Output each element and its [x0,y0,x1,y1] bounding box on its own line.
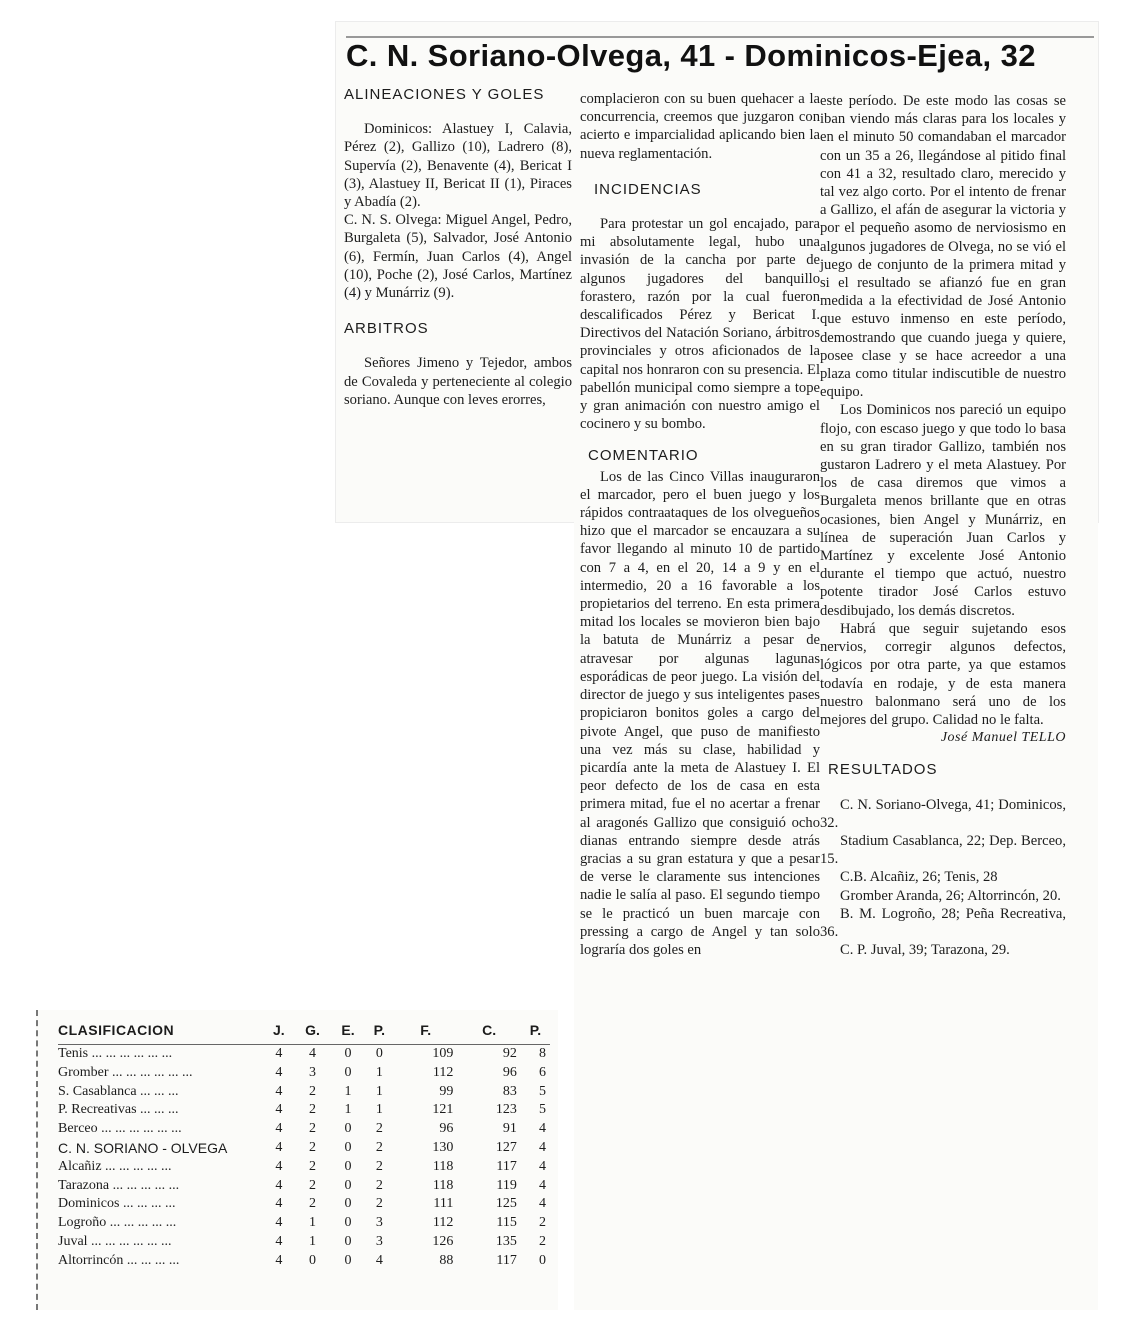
cell-team-name: Berceo ... ... ... ... ... ... [58,1121,182,1137]
cell-points: 4 [539,1177,546,1193]
cell-points: 2 [539,1215,546,1231]
cell-lost: 1 [375,1102,383,1118]
cell-played: 4 [275,1158,283,1174]
cell-lost: 2 [375,1121,383,1137]
cell-team-name: Dominicos ... ... ... ... [58,1196,176,1212]
cell-won: 2 [308,1196,316,1212]
cell-won: 2 [308,1083,316,1099]
standings-row [58,1158,550,1177]
cell-lost: 2 [375,1158,383,1174]
header-goals-for: F. [420,1022,432,1038]
cell-team-name: Altorrincón ... ... ... ... [58,1252,180,1268]
cell-lost: 4 [375,1252,383,1268]
cell-won: 2 [308,1102,316,1118]
comment-text: Los de las Cinco Villas inauguraron el marcador, pero el buen juego y los rápidos contraataques de los olvegueños hizo que el marcador se encauzara a su favor llegando al minuto 10 de partido con 7 a 4, en el 20, 14 a 9 y en el intermedio, 20 a 16 favorable a los propietarios del terreno. En esta primera mitad los locales se movieron bien bajo la batuta de Munárriz a pesar de atravesar por algunas lagunas esporádicas de peor juego. La visión del director de juego y sus inteligentes pases propiciaron bonitos goles a cargo del pivote Angel, que puso de manifiesto una vez más su clase, habilidad y picardía ante la meta de Alastuey I. El peor defecto de los de casa en esta primera mitad, fue el no acertar a frenar al aragonés Gallizo que consiguió ocho dianas entrando siempre desde atrás gracias a su gran estatura y que a pesar de verse le claramente sus intenciones nadie le salía al paso. El segundo tiempo se le practicó un buen marcaje con pressing a cargo de Angel y tan solo lograría dos goles en [580,468,820,958]
cell-played: 4 [275,1252,283,1268]
cell-goals-against: 91 [502,1121,517,1137]
cell-points: 5 [539,1102,546,1118]
cell-goals-for: 130 [432,1139,454,1155]
heading-results: RESULTADOS [828,761,938,779]
cell-goals-for: 118 [432,1177,454,1193]
lineup-dominicos: Dominicos: Alastuey I, Calavia, Pérez (2), Gallizo (10), Ladrero (8), Supervía (2), Benavente (4), Bericat I (3), Alastuey II, Bericat II (1), Piraces y Abadía (2). [344,121,572,211]
comment-closing: Habrá que seguir sujetando esos nervios, corregir algunos defectos, lógicos por otra parte, ya que estamos todavía en rodaje, y de esta manera nuestro balonmano será uno de los mejores del grupo. Calidad no le falta. [820,620,1066,728]
cell-won: 2 [308,1158,316,1174]
cell-lost: 3 [375,1215,383,1231]
cell-team-name: Tenis ... ... ... ... ... ... [58,1046,173,1061]
headline: C. N. Soriano-Olvega, 41 - Dominicos-Ejea, 32 [346,38,1036,73]
cell-goals-for: 112 [432,1064,454,1080]
cell-team-name: Alcañiz ... ... ... ... ... [58,1158,172,1174]
result-item: Gromber Aranda, 26; Altorrincón, 20. [840,887,1061,904]
cell-played: 4 [275,1046,283,1061]
author-signature: José Manuel TELLO [940,730,1066,746]
result-item: C.B. Alcañiz, 26; Tenis, 28 [840,869,998,886]
cell-points: 8 [539,1046,546,1061]
cell-points: 5 [539,1083,546,1099]
results-list [820,796,1066,960]
cell-goals-against: 115 [496,1215,517,1231]
cell-goals-against: 117 [496,1158,517,1174]
cell-goals-for: 118 [432,1158,454,1174]
cell-drawn: 0 [344,1139,352,1155]
cell-won: 2 [308,1177,316,1193]
cell-goals-against: 127 [495,1139,517,1155]
cell-team-name: Gromber ... ... ... ... ... ... [58,1064,193,1080]
cell-goals-against: 135 [495,1233,517,1249]
cell-played: 4 [275,1083,283,1099]
cell-drawn: 0 [344,1215,352,1231]
cell-won: 2 [308,1139,316,1155]
column-lineups [344,86,572,409]
cell-lost: 2 [375,1196,383,1212]
comment-dominicos: Los Dominicos nos pareció un equipo flojo, con escaso juego y que todo lo basa en su gran tirador Gallizo, también nos gustaron Ladrero y el meta Alastuey. Por los de casa diremos que vimos a Burgaleta menos brillante que en otras ocasiones, bien Angel y Munárriz, en línea de superación Juan Carlos y Martínez y excelente José Antonio durante el tiempo que actuó, nuestro potente tirador José Carlos estuvo desdibujado, los demás discretos. [820,402,1066,619]
standings-row [58,1083,550,1102]
cell-played: 4 [275,1064,283,1080]
cell-goals-against: 92 [502,1046,517,1061]
cell-team-name: Tarazona ... ... ... ... ... [58,1177,180,1193]
cell-points: 4 [539,1158,546,1174]
cell-drawn: 1 [344,1083,352,1099]
cell-played: 4 [275,1102,283,1118]
cell-lost: 1 [375,1083,383,1099]
result-item: C. N. Soriano-Olvega, 41; Dominicos, 32. [820,796,1066,831]
cell-goals-against: 117 [496,1252,517,1268]
cell-team-name: C. N. SORIANO - OLVEGA [58,1139,228,1156]
cell-drawn: 0 [344,1121,352,1137]
cell-team-name: S. Casablanca ... ... ... [58,1083,179,1099]
cell-drawn: 0 [344,1252,352,1268]
standings-row [58,1101,550,1120]
standings-table [58,1022,550,1271]
cell-won: 4 [308,1046,316,1061]
cell-lost: 1 [375,1064,383,1080]
comment-continuation: este período. De este modo las cosas se iban viendo más claras para los locales y en el minuto 50 comandaban el marcador con un 35 a 26, llegándose al pitido final con 41 a 32, resultado claro, merecido y tal vez algo corto. Por el intento de frenar a Gallizo, el afán de asegurar la victoria y por el pequeño asomo de nerviosismo en algunos jugadores de Olvega, no se vió el juego de conjunto de la primera mitad y si el resultado se afianzó fue en gran medida a la efectividad de José Antonio que estuvo inmenso en este período, demostrando que cuando juega y quiere, posee clase y se hace acreedor a una plaza como titular indiscutible de nuestro equipo. [820,93,1066,401]
standings-row [58,1195,550,1214]
header-goals-against: C. [482,1022,497,1038]
cell-won: 1 [308,1233,316,1249]
heading-comment: COMENTARIO [588,447,699,465]
cell-goals-against: 83 [502,1083,517,1099]
cell-goals-for: 99 [439,1083,454,1099]
cell-played: 4 [275,1196,283,1212]
cell-goals-for: 126 [432,1233,454,1249]
cell-points: 4 [539,1121,546,1137]
standings-row [58,1045,550,1064]
cell-played: 4 [275,1233,283,1249]
standings-body [58,1045,550,1271]
cell-drawn: 0 [344,1196,352,1212]
cell-goals-against: 96 [502,1064,517,1080]
cell-drawn: 0 [344,1233,352,1249]
cell-points: 6 [539,1064,546,1080]
lineup-olvega: C. N. S. Olvega: Miguel Angel, Pedro, Burgaleta (5), Salvador, José Antonio (6), Fermín, Juan Carlos (4), Angel (10), Poche (2), José Carlos, Martínez (4) y Munárriz (9). [344,212,572,302]
cell-drawn: 1 [344,1102,352,1118]
standings-row [58,1214,550,1233]
cell-lost: 3 [375,1233,383,1249]
cell-points: 4 [539,1139,546,1155]
referees-text: Señores Jimeno y Tejedor, ambos de Covaleda y perteneciente al colegio soriano. Aunque con leves erorres, [344,355,572,408]
result-item: Stadium Casablanca, 22; Dep. Berceo, 15. [820,832,1066,868]
header-drawn: E. [341,1022,355,1038]
referees-continuation: complacieron con su buen quehacer a la concurrencia, creemos que juzgaron con acierto e imparcialidad aplicando bien la nueva reglamentación. [580,91,820,162]
header-played: J. [273,1022,285,1038]
cell-goals-for: 121 [432,1102,454,1118]
cell-played: 4 [275,1121,283,1137]
cell-drawn: 0 [344,1158,352,1174]
column-comment-results [820,92,1066,959]
standings-header-row [58,1022,550,1045]
cell-won: 2 [308,1121,316,1137]
cell-goals-for: 96 [439,1121,454,1137]
column-incidents-comment [580,90,820,959]
result-item: C. P. Juval, 39; Tarazona, 29. [840,942,1010,959]
header-lost: P. [373,1022,386,1038]
cell-points: 0 [539,1252,546,1268]
cell-goals-for: 111 [433,1196,454,1212]
cell-lost: 2 [375,1139,383,1155]
cell-drawn: 0 [344,1046,352,1061]
heading-lineups: ALINEACIONES Y GOLES [344,86,545,103]
result-item: B. M. Logroño, 28; Peña Recreativa, 36. [820,905,1066,940]
cell-played: 4 [275,1177,283,1193]
header-won: G. [305,1022,320,1038]
standings-title: CLASIFICACION [58,1022,175,1038]
cell-goals-for: 112 [432,1215,454,1231]
cell-team-name: P. Recreativas ... ... ... [58,1102,179,1118]
cell-won: 3 [308,1064,316,1080]
cell-lost: 2 [375,1177,383,1193]
header-points: P. [529,1022,542,1038]
cell-team-name: Logroño ... ... ... ... ... [58,1215,177,1231]
cell-won: 1 [308,1215,316,1231]
cell-goals-against: 123 [495,1102,517,1118]
cell-goals-for: 88 [439,1252,454,1268]
cell-team-name: Juval ... ... ... ... ... ... [58,1233,172,1249]
cell-drawn: 0 [344,1064,352,1080]
standings-row [58,1233,550,1252]
cell-goals-against: 125 [495,1196,517,1212]
cell-drawn: 0 [344,1177,352,1193]
heading-referees: ARBITROS [344,320,429,338]
cell-played: 4 [275,1215,283,1231]
cell-points: 4 [539,1196,546,1212]
standings-row [58,1177,550,1196]
standings-row [58,1139,550,1158]
cell-goals-for: 109 [432,1046,454,1061]
cell-played: 4 [275,1139,283,1155]
cell-points: 2 [539,1233,546,1249]
standings-row [58,1252,550,1271]
heading-incidents: INCIDENCIAS [594,180,702,198]
cell-goals-against: 119 [496,1177,517,1193]
cell-lost: 0 [375,1046,383,1061]
standings-row [58,1120,550,1139]
cell-won: 0 [308,1252,316,1268]
incidents-text: Para protestar un gol encajado, para mi absolutamente legal, hubo una invasión de la cancha por parte de algunos jugadores del banquillo forastero, razón por la cual fueron descalificados Pérez y Bericat I. Directivos del Natación Soriano, árbitros provinciales y otros aficionados de la capital nos honraron con su presencia. El pabellón municipal como siempre a tope y gran animación con nuestro amigo el cocinero y su bombo. [580,216,820,433]
standings-row [58,1064,550,1083]
